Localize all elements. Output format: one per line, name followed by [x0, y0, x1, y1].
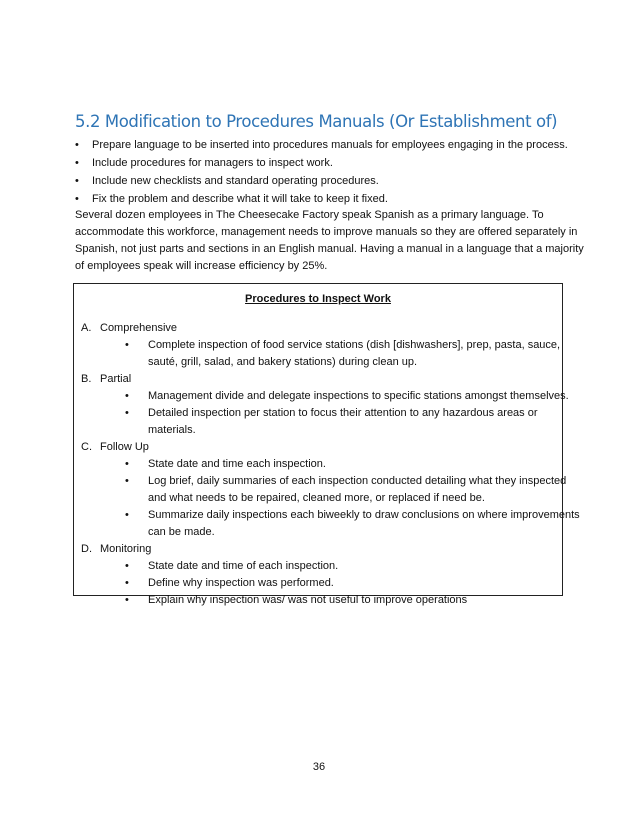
- bullet-dot: •: [125, 594, 129, 606]
- bullet-dot: •: [125, 577, 129, 589]
- section-header: [81, 371, 556, 388]
- bullet-item: [75, 190, 575, 208]
- bullet-dot: •: [75, 193, 79, 205]
- bullet-item: [75, 172, 575, 190]
- bullet-dot: •: [75, 175, 79, 187]
- item-line: Complete inspection of food service stations (dish [dishwashers], prep, pasta, sauce,: [148, 339, 561, 351]
- procedure-sections: [81, 320, 580, 609]
- bullet-dot: •: [125, 560, 129, 572]
- item-line: Define why inspection was performed.: [148, 577, 334, 589]
- item-line: sauté, grill, salad, and bakery stations) during clean up.: [148, 356, 418, 368]
- section-header: [81, 541, 556, 558]
- paragraph-line: Spanish, not just parts and sections in an English manual. Having a manual in a language that a majority: [75, 243, 584, 255]
- bullet-dot: •: [125, 390, 129, 402]
- procedure-item: [81, 575, 556, 592]
- item-line: Explain why inspection was/ was not useful to improve operations: [148, 594, 468, 606]
- item-line: Log brief, daily summaries of each inspection conducted detailing what they inspected: [148, 475, 567, 487]
- paragraph-line: accommodate this workforce, management needs to improve manuals so they are offered separately in: [75, 226, 578, 238]
- bullet-item: [75, 154, 575, 172]
- item-line: Detailed inspection per station to focus their attention to any hazardous areas or: [148, 407, 538, 419]
- item-line: and what needs to be repaired, cleaned more, or replaced if need be.: [148, 492, 485, 504]
- bullet-list: [75, 136, 575, 208]
- section-header: [81, 439, 556, 456]
- bullet-text: Fix the problem and describe what it will take to keep it fixed.: [92, 193, 388, 205]
- section-letter: B.: [81, 373, 92, 385]
- section-label: Partial: [100, 373, 132, 385]
- bullet-dot: •: [125, 475, 129, 487]
- section-letter: C.: [81, 441, 92, 453]
- procedures-box: [73, 283, 580, 606]
- section-letter: A.: [81, 322, 92, 334]
- bullet-dot: •: [125, 339, 129, 351]
- item-line: Management divide and delegate inspections to specific stations amongst themselves.: [148, 390, 569, 402]
- section-label: Comprehensive: [100, 322, 178, 334]
- procedure-item: [81, 456, 556, 473]
- bullet-dot: •: [125, 509, 129, 521]
- item-line: Summarize daily inspections each biweekly to draw conclusions on where improvements: [148, 509, 580, 521]
- section-letter: D.: [81, 543, 92, 555]
- box-title: Procedures to Inspect Work: [245, 293, 391, 305]
- bullet-text: Prepare language to be inserted into procedures manuals for employees engaging in the process.: [92, 139, 568, 151]
- item-line: State date and time of each inspection.: [148, 560, 339, 572]
- bullet-text: Include new checklists and standard operating procedures.: [92, 175, 379, 187]
- procedure-item: [81, 337, 561, 371]
- bullet-dot: •: [75, 139, 79, 151]
- bullet-dot: •: [125, 407, 129, 419]
- section-monitoring: [81, 541, 556, 609]
- bullet-dot: •: [125, 458, 129, 470]
- procedure-item: [81, 473, 567, 507]
- section-label: Monitoring: [100, 543, 152, 555]
- body-paragraph: [75, 207, 584, 275]
- bullet-text: Include procedures for managers to inspect work.: [92, 157, 333, 169]
- section-label: Follow Up: [100, 441, 149, 453]
- section-follow-up: [81, 439, 580, 541]
- item-line: can be made.: [148, 526, 215, 538]
- item-line: State date and time each inspection.: [148, 458, 326, 470]
- procedure-item: [81, 388, 569, 405]
- procedure-item: [81, 592, 556, 609]
- section-comprehensive: [81, 320, 561, 371]
- bullet-dot: •: [75, 157, 79, 169]
- procedure-item: [81, 558, 556, 575]
- item-line: materials.: [148, 424, 196, 436]
- page-number: 36: [312, 761, 326, 773]
- procedure-item: [81, 507, 580, 541]
- section-partial: [81, 371, 569, 439]
- bullet-item: [75, 136, 575, 154]
- section-header: [81, 320, 556, 337]
- paragraph-line: of employees speak will increase efficiency by 25%.: [75, 260, 328, 272]
- procedure-item: [81, 405, 556, 439]
- paragraph-line: Several dozen employees in The Cheesecake Factory speak Spanish as a primary language. To: [75, 209, 544, 221]
- section-heading: 5.2 Modification to Procedures Manuals (Or Establishment of): [75, 112, 558, 131]
